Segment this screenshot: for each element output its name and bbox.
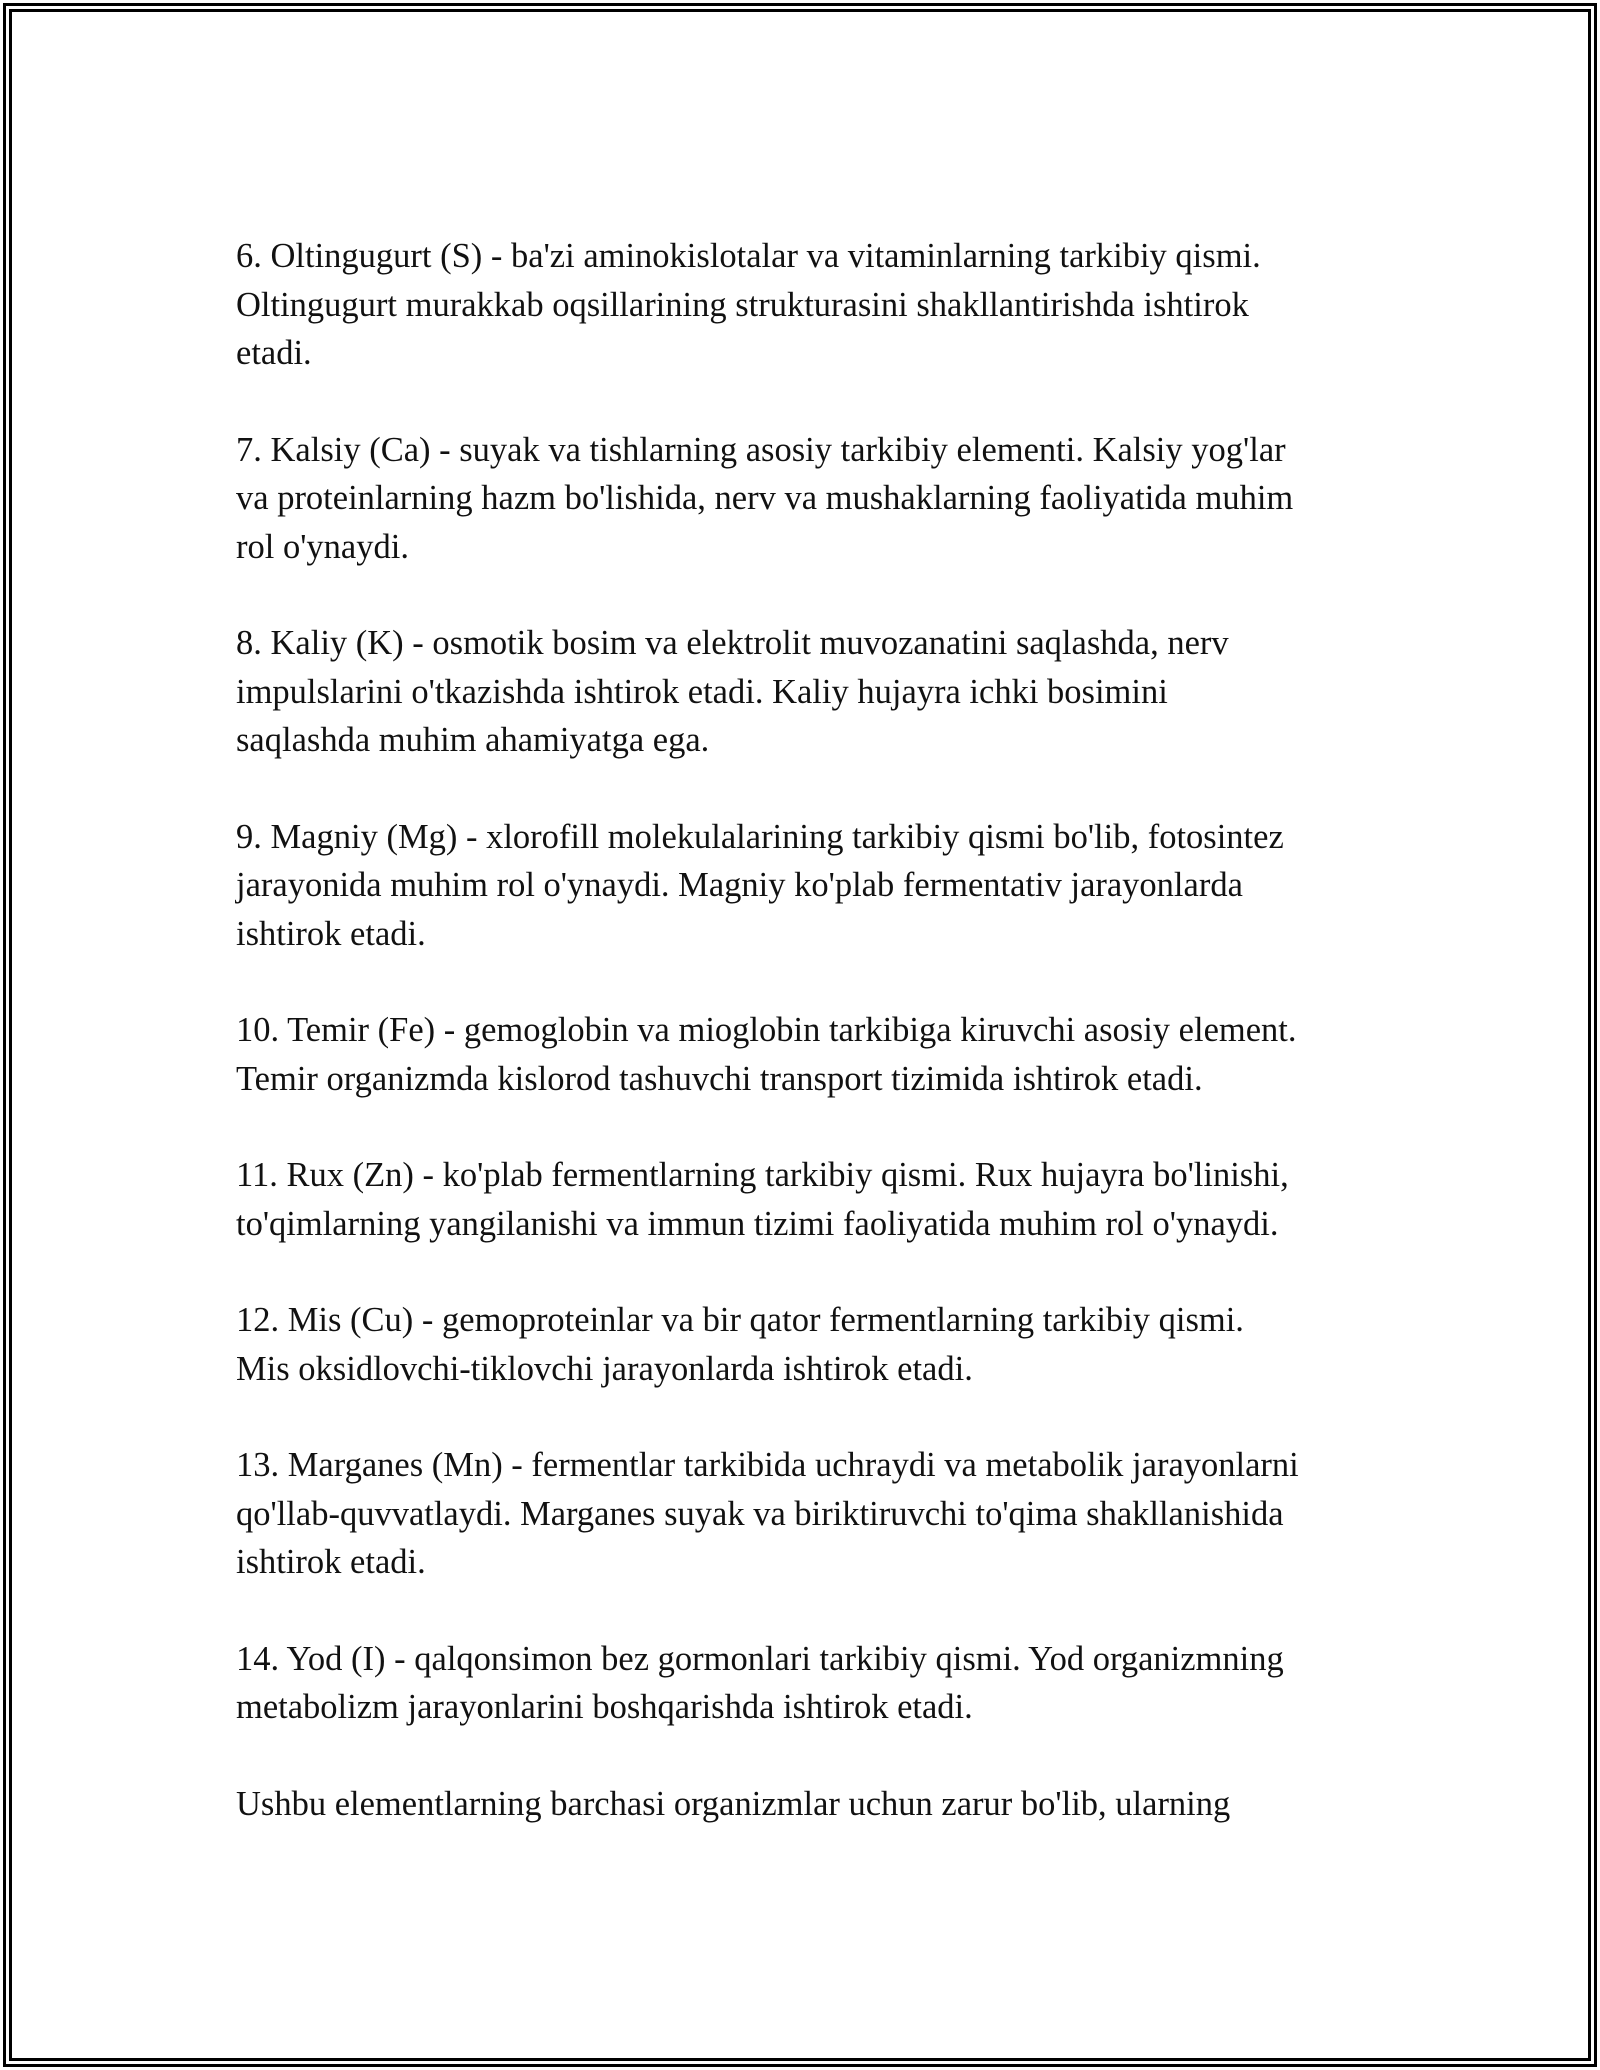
document-body (236, 232, 1386, 1876)
paragraph-iodine: 14. Yod (I) - qalqonsimon bez gormonlari tarkibiy qismi. Yod organizmning metabolizm jarayonlarini boshqarishda ishtirok etadi. (236, 1639, 1284, 1726)
paragraph-copper: 12. Mis (Cu) - gemoproteinlar va bir qator fermentlarning tarkibiy qismi. Mis oksidlovchi-tiklovchi jarayonlarda ishtirok etadi. (236, 1301, 1244, 1388)
paragraph-calcium: 7. Kalsiy (Ca) - suyak va tishlarning asosiy tarkibiy elementi. Kalsiy yog'lar va proteinlarning hazm bo'lishida, nerv va mushaklarning faoliyatida muhim rol o'ynaydi. (236, 430, 1294, 566)
paragraph-magnesium: 9. Magniy (Mg) - xlorofill molekulalarining tarkibiy qismi bo'lib, fotosintez jarayonida muhim rol o'ynaydi. Magniy ko'plab fermentativ jarayonlarda ishtirok etadi. (236, 817, 1284, 953)
paragraph-zinc: 11. Rux (Zn) - ko'plab fermentlarning tarkibiy qismi. Rux hujayra bo'linishi, to'qimlarning yangilanishi va immun tizimi faoliyatida muhim rol o'ynaydi. (236, 1156, 1289, 1243)
paragraph-iron: 10. Temir (Fe) - gemoglobin va mioglobin tarkibiga kiruvchi asosiy element. Temir organizmda kislorod tashuvchi transport tizimida ishtirok etadi. (236, 1011, 1297, 1098)
paragraph-manganese: 13. Marganes (Mn) - fermentlar tarkibida uchraydi va metabolik jarayonlarni qo'llab-quvvatlaydi. Marganes suyak va biriktiruvchi to'qima shakllanishida ishtirok etadi. (236, 1446, 1299, 1581)
paragraph-sulfur: 6. Oltingugurt (S) - ba'zi aminokislotalar va vitaminlarning tarkibiy qismi. Oltingugurt murakkab oqsillarining strukturasini shakllantirishda ishtirok etadi. (236, 237, 1261, 372)
paragraph-conclusion: Ushbu elementlarning barchasi organizmlar uchun zarur bo'lib, ularning (236, 1784, 1231, 1823)
paragraph-potassium: 8. Kaliy (K) - osmotik bosim va elektrolit muvozanatini saqlashda, nerv impulslarini o'tkazishda ishtirok etadi. Kaliy hujayra ichki bosimini saqlashda muhim ahamiyatga ega. (236, 624, 1229, 759)
